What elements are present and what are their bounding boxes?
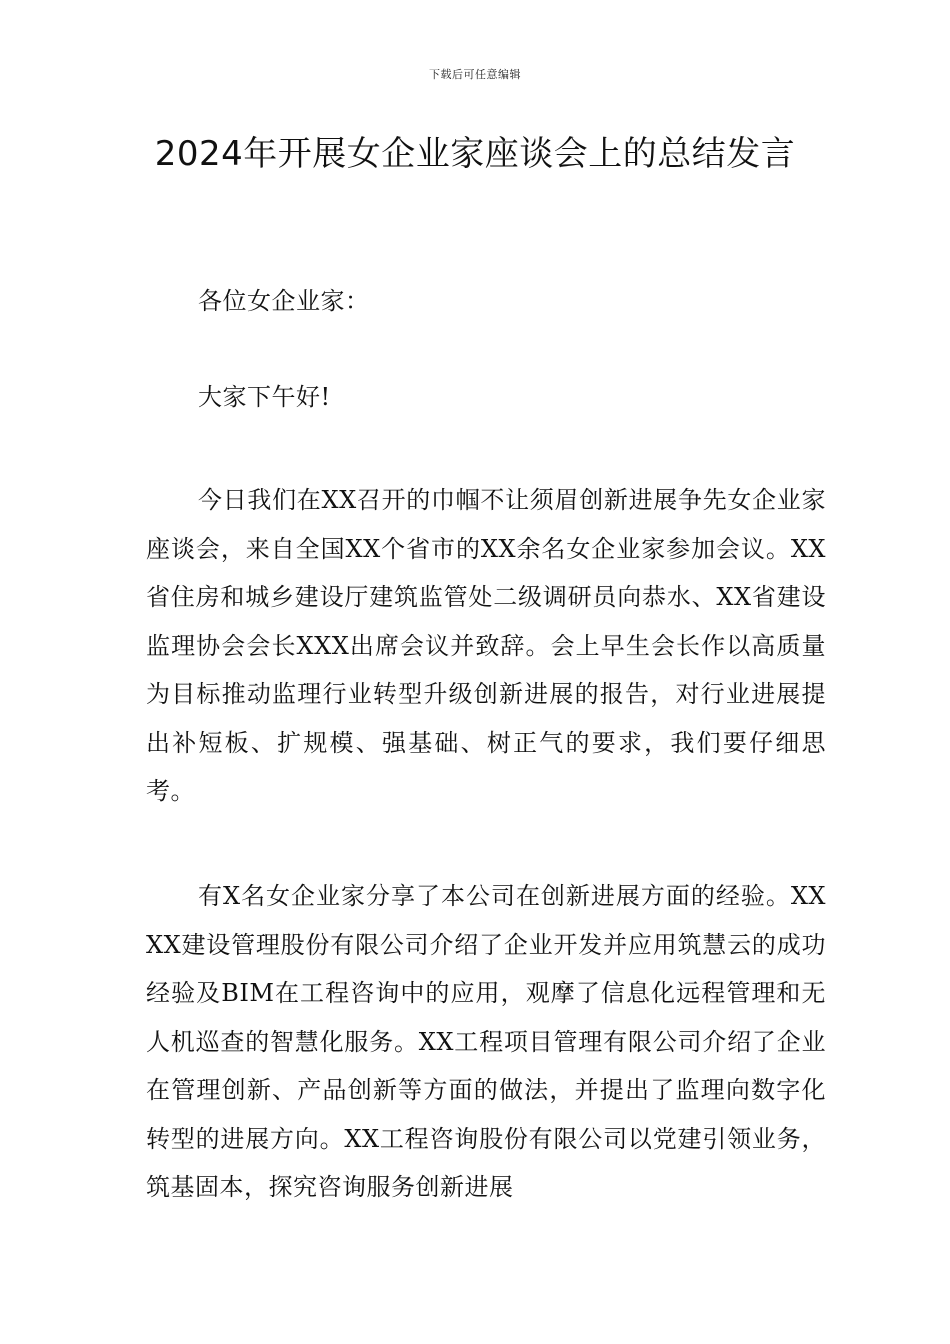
body-paragraph: 有X名女企业家分享了本公司在创新进展方面的经验。XXXX建设管理股份有限公司介绍了企业开发并应用筑慧云的成功经验及BIM在工程咨询中的应用，观摩了信息化远程管理和无人机巡查的智慧化服务。XX工程项目管理有限公司介绍了企业在管理创新、产品创新等方面的做法，并提出了监理向数字化转型的进展方向。XX工程咨询股份有限公司以党建引领业务，筑基固本，探究咨询服务创新进展 (146, 882, 826, 1201)
salutation-line: 大家下午好! (198, 383, 331, 411)
document-title: 2024年开展女企业家座谈会上的总结发言 (154, 134, 796, 174)
page-header-note: 下载后可任意编辑 (429, 68, 521, 81)
greeting-line: 各位女企业家： (198, 287, 370, 315)
body-paragraph: 今日我们在XX召开的巾帼不让须眉创新进展争先女企业家座谈会，来自全国XX个省市的XX余名女企业家参加会议。XX省住房和城乡建设厅建筑监管处二级调研员向恭水、XX省建设监理协会会长XXX出席会议并致辞。会上早生会长作以高质量为目标推动监理行业转型升级创新进展的报告，对行业进展提出补短板、扩规模、强基础、树正气的要求，我们要仔细思考。 (146, 486, 826, 805)
